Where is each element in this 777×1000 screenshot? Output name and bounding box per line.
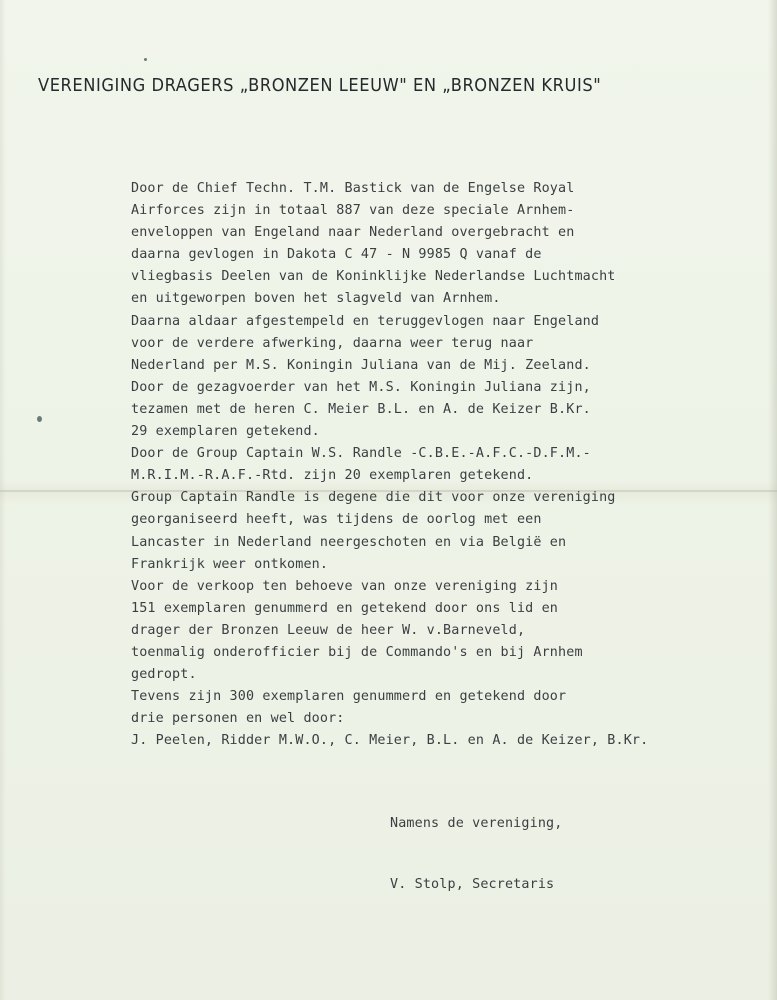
body-line: 29 exemplaren getekend.: [131, 424, 320, 440]
body-line: drager der Bronzen Leeuw de heer W. v.Barneveld,: [131, 622, 526, 638]
letterhead-title: VERENIGING DRAGERS „BRONZEN LEEUW" EN „BRONZEN KRUIS": [38, 76, 602, 96]
closing-greeting: Namens de vereniging,: [390, 816, 563, 831]
body-line: Door de Chief Techn. T.M. Bastick van de Engelse Royal: [131, 181, 575, 196]
body-line: Daarna aldaar afgestempeld en teruggevlogen naar Engeland: [131, 313, 600, 329]
body-line: Door de Group Captain W.S. Randle -C.B.E.-A.F.C.-D.F.M.-: [131, 446, 591, 462]
body-line: enveloppen van Engeland naar Nederland overgebracht en: [131, 225, 575, 241]
signature-line: V. Stolp, Secretaris: [390, 877, 555, 892]
body-line: gedropt.: [131, 667, 197, 683]
body-line: Frankrijk weer ontkomen.: [131, 556, 329, 572]
body-line: Tevens zijn 300 exemplaren genummerd en getekend door: [131, 689, 567, 705]
body-line: 151 exemplaren genummerd en getekend door ons lid en: [131, 600, 559, 616]
body-line: Airforces zijn in totaal 887 van deze speciale Arnhem-: [131, 203, 575, 219]
body-line: M.R.I.M.-R.A.F.-Rtd. zijn 20 exemplaren getekend.: [131, 468, 534, 484]
body-line: voor de verdere afwerking, daarna weer terug naar: [131, 335, 534, 351]
body-line: daarna gevlogen in Dakota C 47 - N 9985 Q vanaf de: [131, 247, 542, 263]
body-line: J. Peelen, Ridder M.W.O., C. Meier, B.L. en A. de Keizer, B.Kr.: [131, 733, 649, 749]
body-line: Group Captain Randle is degene die dit voor onze vereniging: [131, 490, 616, 506]
body-line: georganiseerd heeft, was tijdens de oorlog met een: [131, 512, 542, 528]
ink-speck: [144, 58, 147, 61]
body-line: drie personen en wel door:: [131, 711, 345, 727]
body-line: Lancaster in Nederland neergeschoten en via België en: [131, 534, 567, 550]
body-line: vliegbasis Deelen van de Koninklijke Nederlandse Luchtmacht: [131, 269, 616, 285]
body-line: Door de gezagvoerder van het M.S. Koningin Juliana zijn,: [131, 379, 591, 395]
letter-body: [131, 178, 751, 752]
ink-speck: [37, 416, 42, 422]
body-line: Nederland per M.S. Koningin Juliana van de Mij. Zeeland.: [131, 357, 591, 373]
body-line: toenmalig onderofficier bij de Commando's en bij Arnhem: [131, 644, 583, 660]
body-line: en uitgeworpen boven het slagveld van Arnhem.: [131, 291, 501, 307]
body-line: tezamen met de heren C. Meier B.L. en A. de Keizer B.Kr.: [131, 401, 591, 417]
body-line: Voor de verkoop ten behoeve van onze vereniging zijn: [131, 578, 559, 594]
